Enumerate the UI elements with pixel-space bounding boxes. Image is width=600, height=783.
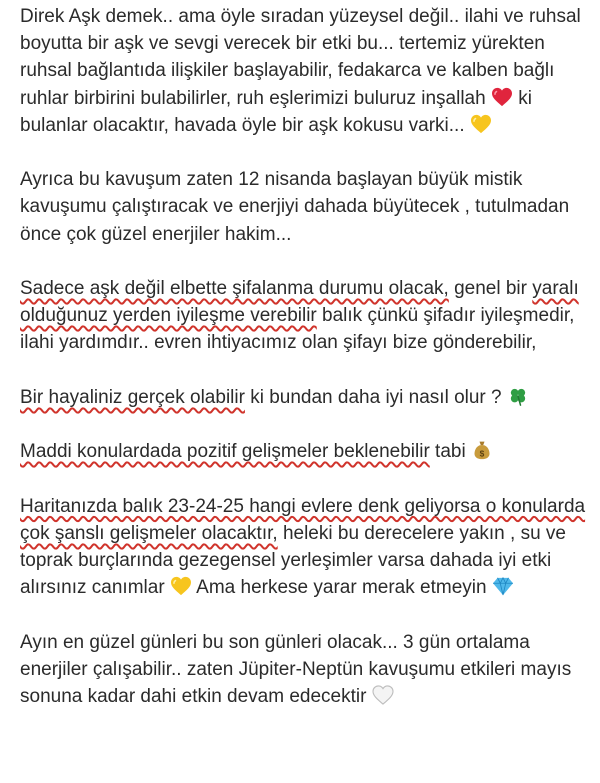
- paragraph-text: genel bir: [448, 278, 533, 299]
- red-heart-icon: [491, 87, 513, 107]
- spellcheck-marked-text: Maddi konulardada pozitif gelişmeler beklenebilir: [20, 441, 430, 463]
- money-bag-icon: [471, 440, 493, 460]
- paragraph-text: tabi: [429, 441, 471, 463]
- paragraph: [20, 275, 592, 357]
- yellow-heart-icon: [470, 114, 492, 134]
- spellcheck-marked-text: yaralı olduğunuz yerden iyileşme verebilir: [20, 278, 579, 327]
- paragraph-text: ki bundan daha iyi nasıl olur ?: [244, 386, 507, 408]
- svg-text:$: $: [479, 448, 485, 459]
- paragraph: [20, 166, 592, 248]
- spellcheck-marked-text: Bir hayaliniz gerçek olabilir: [20, 386, 245, 408]
- paragraph-text: Ayrıca bu kavuşum zaten 12 nisanda başlayan büyük mistik kavuşumu çalıştıracak ve enerjiyi dahada büyütecek , tutulmadan önce çok güzel enerjiler hakim...: [20, 169, 570, 245]
- paragraph-text: Direk Aşk demek.. ama öyle sıradan yüzeysel değil.. ilahi ve ruhsal boyutta bir aşk ve sevgi verecek bir etki bu... tertemiz yürekten ruhsal bağlantıda ilişkiler başlayabilir, fedakarca ve kalben bağlı ruhlar birbirini bulabilirler, ruh eşlerimizi buluruz inşallah: [20, 6, 581, 109]
- gem-stone-icon: [492, 576, 514, 596]
- spellcheck-marked-text: Haritanızda balık 23-24-25 hangi evlere denk geliyorsa o konularda çok şanslı gelişmeler olacaktır,: [20, 495, 586, 544]
- paragraph-text: heleki bu derecelere yakın , su ve toprak burçlarında gezegensel yerleşimler varsa dahada iyi etki alırsınız canımlar: [20, 522, 567, 599]
- paragraph: [20, 3, 592, 139]
- paragraph: [20, 384, 592, 411]
- paragraph: [20, 629, 592, 711]
- document-body: [20, 3, 592, 737]
- paragraph-text: Ama herkese yarar merak etmeyin: [191, 577, 492, 599]
- white-heart-icon: [372, 685, 394, 705]
- paragraph: [20, 438, 592, 465]
- paragraph-text: Ayın en güzel günleri bu son günleri olacak... 3 gün ortalama enerjiler çalışabilir.. zaten Jüpiter-Neptün kavuşumu etkileri mayıs sonuna kadar dahi etkin devam edecektir: [20, 631, 572, 707]
- paragraph-text: ki bulanlar olacaktır, havada öyle bir aşk kokusu varki...: [20, 87, 532, 136]
- paragraph-text: balık çünkü şifadır iyileşmedir, ilahi yardımdır.. evren ihtiyacımız olan şifayı bize gönderebilir,: [20, 305, 575, 354]
- paragraph: [20, 493, 592, 602]
- four-leaf-clover-icon: [507, 386, 529, 406]
- spellcheck-marked-text: Sadece aşk değil elbette şifalanma durumu olacak,: [20, 278, 449, 299]
- yellow-heart-icon: [170, 576, 192, 596]
